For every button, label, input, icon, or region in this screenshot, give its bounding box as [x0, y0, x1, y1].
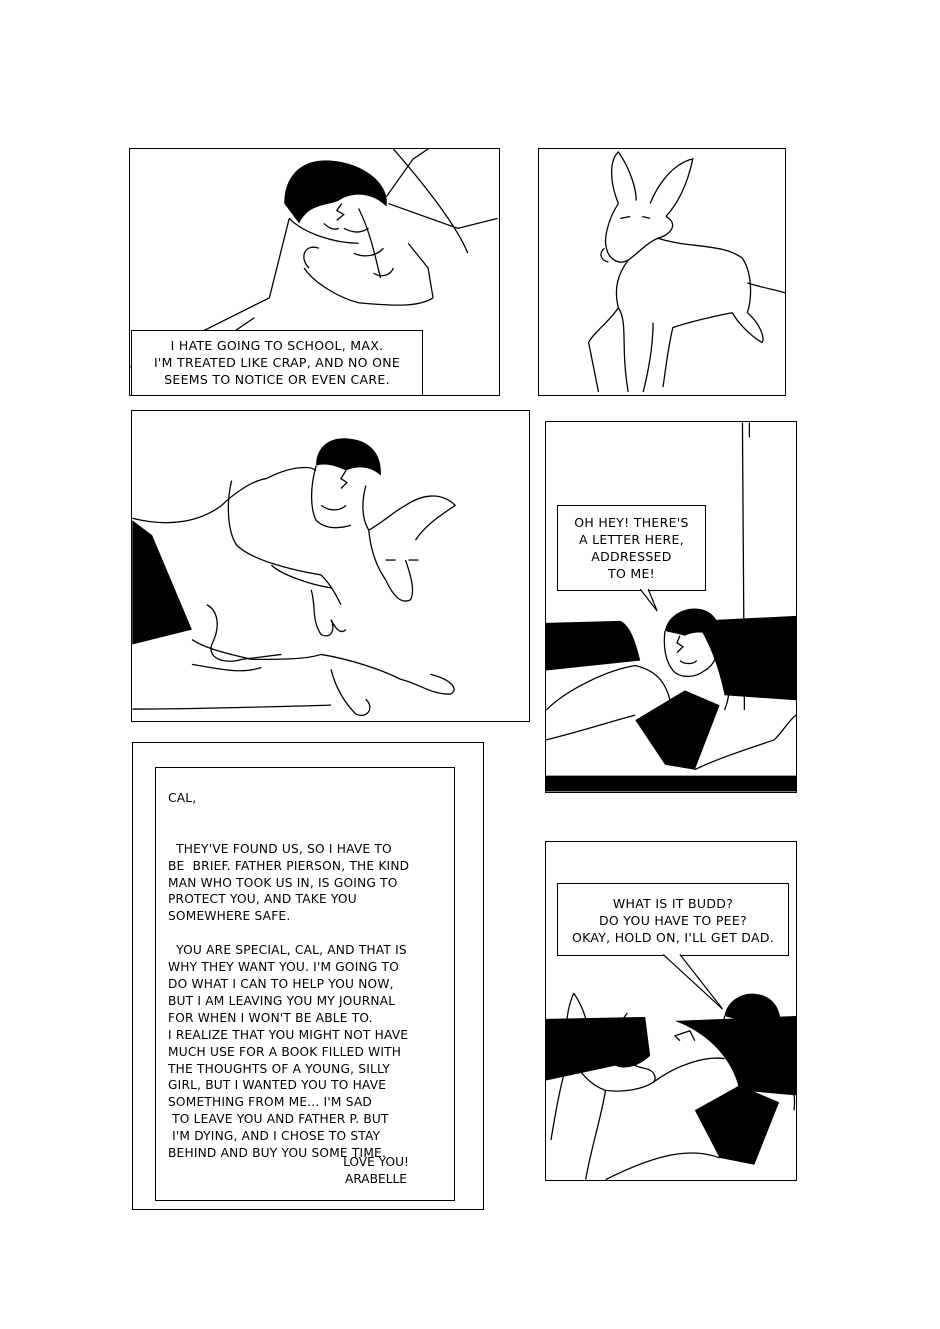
panel-dog-standing [538, 148, 786, 396]
speech-line: ADDRESSED [591, 549, 672, 564]
letter-line: BEHIND AND BUY YOU SOME TIME. [168, 1146, 387, 1161]
panel-boy-reading-letter [545, 421, 797, 793]
letter-line: TO LEAVE YOU AND FATHER P. BUT [168, 1112, 389, 1127]
panel-boy-hugging-dog [131, 410, 530, 722]
boy-reading-letter-art [546, 422, 796, 792]
letter-line: WHY THEY WANT YOU. I'M GOING TO [168, 960, 399, 975]
letter-signature: ARABELLE [345, 1172, 407, 1186]
letter-line: I'M DYING, AND I CHOSE TO STAY [168, 1129, 381, 1144]
narration-caption [131, 330, 423, 396]
letter-line: SOMETHING FROM ME... I'M SAD [168, 1095, 372, 1110]
letter-line: MUCH USE FOR A BOOK FILLED WITH [168, 1044, 402, 1059]
boy-hugging-dog-art [132, 411, 529, 721]
letter-line: BE BRIEF. FATHER PIERSON, THE KIND [168, 858, 410, 873]
letter-line: THE THOUGHTS OF A YOUNG, SILLY [168, 1061, 390, 1076]
letter-closing: LOVE YOU! [343, 1155, 409, 1169]
letter-body [168, 790, 450, 1162]
letter-line: I REALIZE THAT YOU MIGHT NOT HAVE [168, 1027, 409, 1042]
caption-line: I'M TREATED LIKE CRAP, AND NO ONE [153, 355, 401, 370]
letter-signoff [316, 1154, 436, 1188]
speech-bubble [557, 883, 789, 956]
letter-line: YOU ARE SPECIAL, CAL, AND THAT IS [168, 943, 407, 958]
speech-line: TO ME! [608, 566, 655, 581]
caption-line: I HATE GOING TO SCHOOL, MAX. [170, 338, 384, 353]
panel-letter [132, 742, 484, 1210]
panel-boy-reading-with-dog [545, 841, 797, 1181]
letter-line: FOR WHEN I WON'T BE ABLE TO. [168, 1010, 373, 1025]
panel-boy-lying [129, 148, 500, 396]
speech-line: A LETTER HERE, [578, 532, 685, 547]
speech-bubble [557, 505, 706, 591]
speech-line: WHAT IS IT BUDD? [612, 896, 734, 911]
speech-line: DO YOU HAVE TO PEE? [598, 913, 748, 928]
speech-line: OH HEY! THERE'S [574, 515, 689, 530]
speech-line: OKAY, HOLD ON, I'LL GET DAD. [571, 930, 775, 945]
letter-line: GIRL, BUT I WANTED YOU TO HAVE [168, 1078, 387, 1093]
letter-line: SOMEWHERE SAFE. [168, 909, 291, 924]
letter-line: MAN WHO TOOK US IN, IS GOING TO [168, 875, 398, 890]
letter-line: DO WHAT I CAN TO HELP YOU NOW, [168, 976, 394, 991]
letter-salutation: CAL, [168, 791, 197, 805]
letter-line: PROTECT YOU, AND TAKE YOU [168, 892, 357, 907]
letter-paper [155, 767, 455, 1201]
letter-line: BUT I AM LEAVING YOU MY JOURNAL [168, 993, 396, 1008]
caption-line: SEEMS TO NOTICE OR EVEN CARE. [164, 372, 390, 387]
dog-standing-art [539, 149, 785, 395]
letter-line: THEY'VE FOUND US, SO I HAVE TO [168, 841, 392, 856]
